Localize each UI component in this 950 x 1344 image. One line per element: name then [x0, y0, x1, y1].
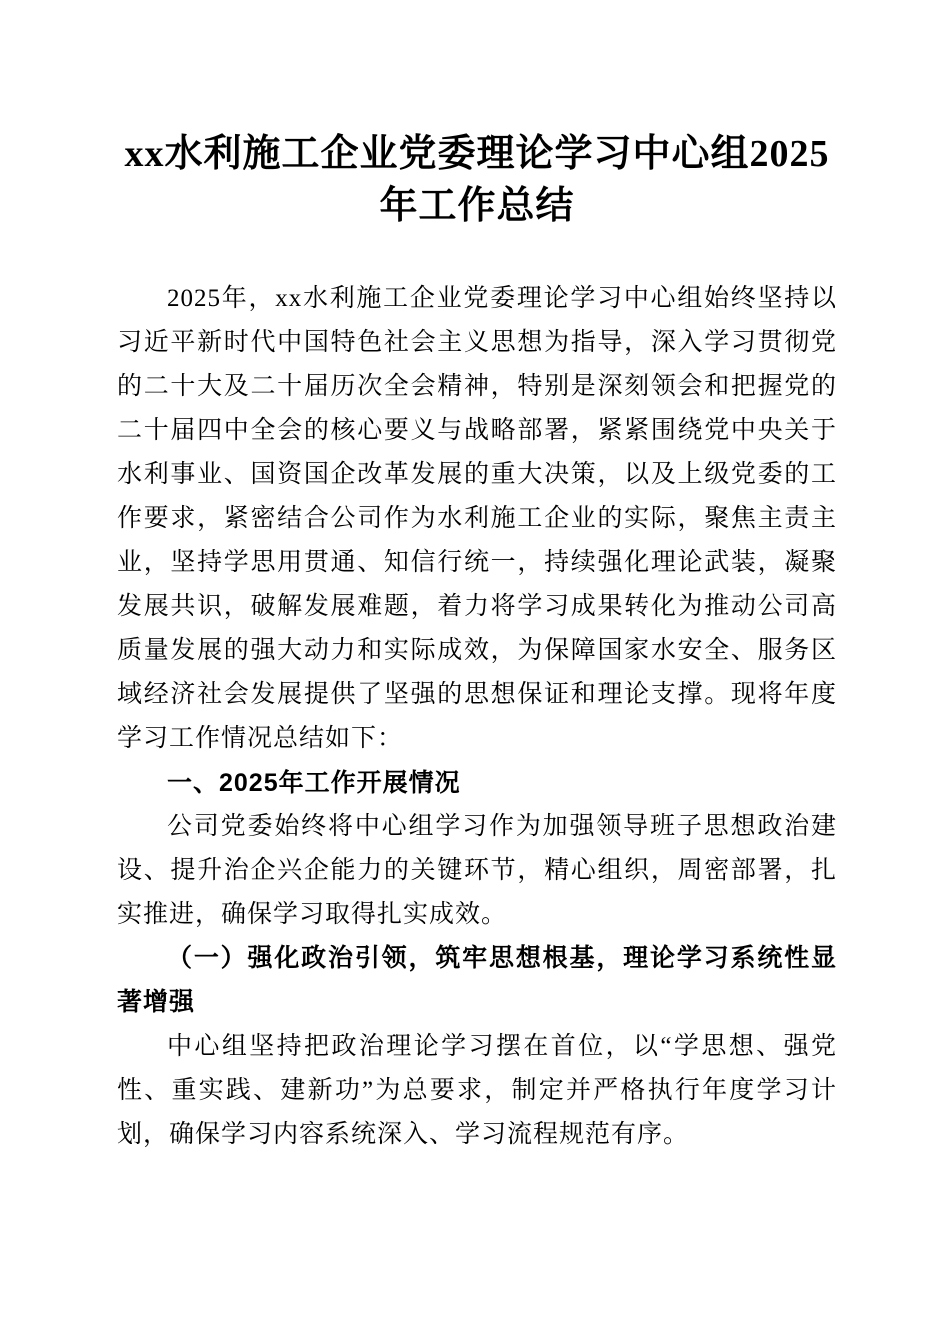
document-title: xx水利施工企业党委理论学习中心组2025年工作总结 [124, 133, 830, 228]
paragraph-section-overview: 公司党委始终将中心组学习作为加强领导班子思想政治建设、提升治企兴企能力的关键环节，精心组织，周密部署，扎实推进，确保学习取得扎实成效。 [117, 812, 837, 928]
subsection-heading-political-guidance: （一）强化政治引领，筑牢思想根基，理论学习系统性显著增强 [117, 944, 837, 1016]
paragraph-intro: 2025年，xx水利施工企业党委理论学习中心组始终坚持以习近平新时代中国特色社会主义思想为指导，深入学习贯彻党的二十大及二十届历次全会精神，特别是深刻领会和把握党的二十届四中全会的核心要义与战略部署，紧紧围绕党中央关于水利事业、国资国企改革发展的重大决策，以及上级党委的工作要求，紧密结合公司作为水利施工企业的实际，聚焦主责主业，坚持学思用贯通、知信行统一，持续强化理论武装，凝聚发展共识，破解发展难题，着力将学习成果转化为推动公司高质量发展的强大动力和实际成效，为保障国家水安全、服务区域经济社会发展提供了坚强的思想保证和理论支撑。现将年度学习工作情况总结如下： [117, 284, 837, 752]
paragraph-subsection-detail: 中心组坚持把政治理论学习摆在首位，以“学思想、强党性、重实践、建新功”为总要求，制定并严格执行年度学习计划，确保学习内容系统深入、学习流程规范有序。 [117, 1032, 837, 1148]
section-heading-work-overview: 一、2025年工作开展情况 [167, 768, 461, 797]
